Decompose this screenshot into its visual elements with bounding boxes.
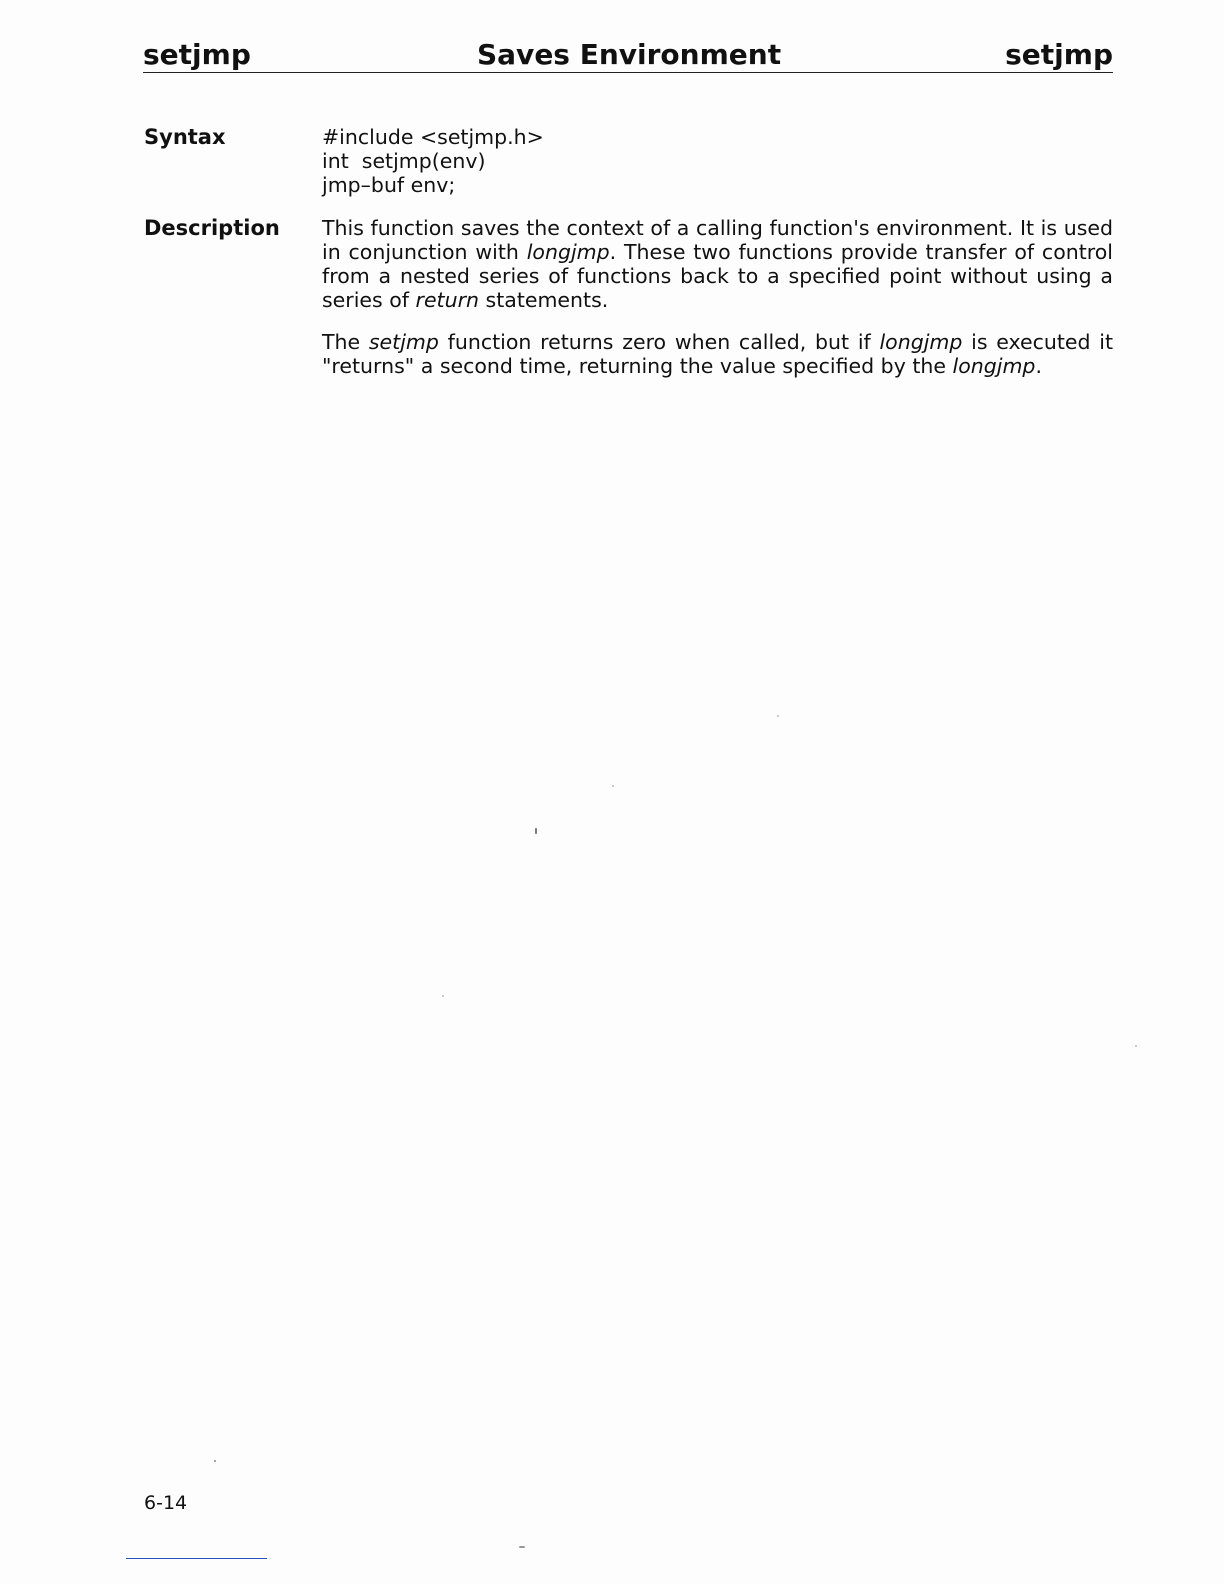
scan-speck	[777, 715, 779, 717]
header-right-title: setjmp	[1005, 38, 1113, 71]
function-ref-longjmp: longjmp	[526, 240, 610, 264]
syntax-line-env: jmp–buf env;	[322, 173, 456, 197]
description-paragraph-2: The setjmp function returns zero when called, but if longjmp is executed it "returns" a second time, returning the value specified by the longjmp.	[322, 330, 1114, 378]
scan-speck	[612, 785, 614, 787]
description-paragraph-1: This function saves the context of a calling function's environment. It is used in conjunction with longjmp. These two functions provide transfer of control from a nested series of functions back to a specified point without using a series of return statements.	[322, 216, 1113, 312]
scan-speck	[1135, 1045, 1137, 1047]
description-block	[322, 216, 1113, 378]
syntax-line-declaration: int setjmp(env)	[322, 149, 486, 173]
header-center-title: Saves Environment	[477, 38, 782, 71]
page-header	[143, 38, 1113, 73]
function-ref-longjmp: longjmp	[879, 330, 963, 354]
keyword-return: return	[415, 288, 480, 312]
header-left-title: setjmp	[143, 38, 251, 71]
scan-speck	[519, 1546, 525, 1548]
description-label: Description	[144, 216, 280, 240]
syntax-block	[322, 125, 1113, 197]
scan-speck	[535, 828, 537, 834]
syntax-label: Syntax	[144, 125, 226, 149]
function-ref-setjmp: setjmp	[368, 330, 439, 354]
footer-rule	[126, 1558, 267, 1559]
function-ref-longjmp: longjmp	[952, 354, 1036, 378]
syntax-line-include: #include <setjmp.h>	[322, 125, 544, 149]
page-number: 6-14	[144, 1492, 188, 1514]
scan-speck	[214, 1460, 216, 1462]
scan-speck	[442, 995, 444, 997]
